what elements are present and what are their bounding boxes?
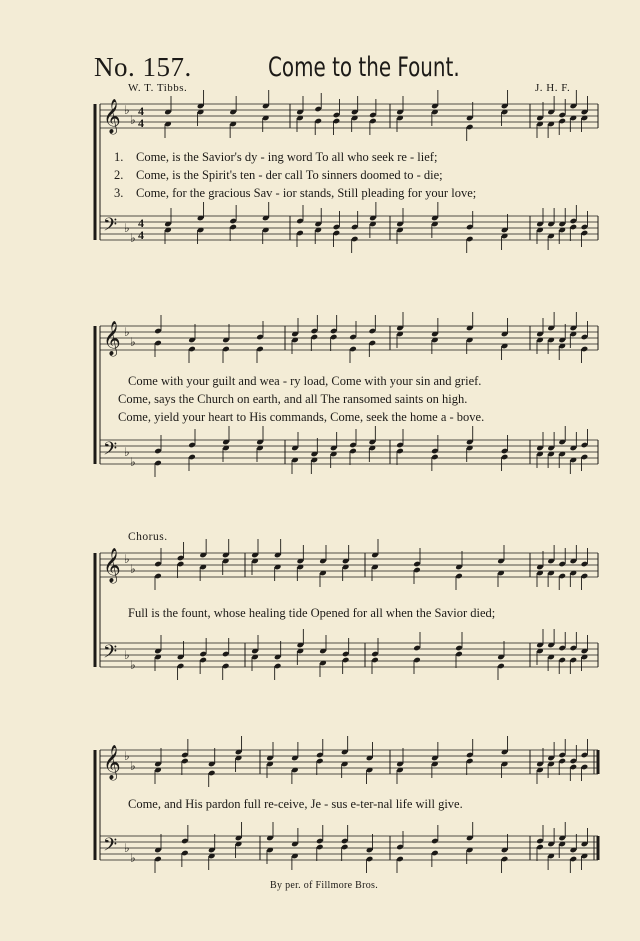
hymn-title: Come to the Fount.: [268, 52, 460, 83]
bass-clef-icon: 𝄢: [103, 215, 118, 240]
flat-icon: ♭: [130, 455, 136, 469]
flat-icon: ♭: [124, 445, 130, 459]
chorus-line-1: Full is the fount, whose healing tide Opened for all when the Savior died;: [128, 606, 496, 620]
verse-2-line-2: Come, says the Church on earth, and all The ransomed saints on high.: [118, 392, 468, 406]
verse-number: 2.: [114, 168, 124, 182]
flat-icon: ♭: [130, 335, 136, 349]
treble-clef-icon: 𝄞: [103, 321, 121, 356]
time-signature: 4: [138, 104, 144, 118]
bass-clef-icon: 𝄢: [103, 642, 118, 667]
flat-icon: ♭: [124, 325, 130, 339]
flat-icon: ♭: [130, 231, 136, 245]
bass-clef-icon: 𝄢: [103, 439, 118, 464]
verse-number: 1.: [114, 150, 124, 164]
flat-icon: ♭: [130, 113, 136, 127]
time-signature: 4: [138, 228, 144, 242]
flat-icon: ♭: [124, 648, 130, 662]
treble-clef-icon: 𝄞: [103, 745, 121, 780]
flat-icon: ♭: [124, 103, 130, 117]
time-signature: 4: [138, 116, 144, 130]
chorus-line-2: Come, and His pardon full re-ceive, Je - sus e-ter-nal life will give.: [128, 797, 463, 811]
flat-icon: ♭: [130, 851, 136, 865]
verse-1-line-1: 1. Come, is the Savior's dy - ing word To all who seek re - lief;: [114, 150, 438, 164]
verse-2-line-1: 2. Come, is the Spirit's ten - der call To sinners doomed to - die;: [114, 168, 443, 182]
verse-number: 3.: [114, 186, 124, 200]
flat-icon: ♭: [124, 749, 130, 763]
time-signature: 4: [138, 216, 144, 230]
treble-clef-icon: 𝄞: [103, 99, 121, 134]
flat-icon: ♭: [124, 552, 130, 566]
flat-icon: ♭: [130, 658, 136, 672]
author-credit: W. T. Tibbs.: [128, 82, 188, 94]
bass-clef-icon: 𝄢: [103, 835, 118, 860]
flat-icon: ♭: [130, 759, 136, 773]
chorus-label: Chorus.: [128, 531, 168, 543]
composer-credit: J. H. F.: [535, 82, 571, 94]
footer-credit: By per. of Fillmore Bros.: [270, 880, 379, 891]
flat-icon: ♭: [124, 221, 130, 235]
verse-1-line-2: Come with your guilt and wea - ry load, Come with your sin and grief.: [128, 374, 482, 388]
treble-clef-icon: 𝄞: [103, 548, 121, 583]
flat-icon: ♭: [130, 562, 136, 576]
hymn-number: No. 157.: [94, 52, 192, 82]
verse-3-line-1: 3. Come, for the gracious Sav - ior stands, Still pleading for your love;: [114, 186, 477, 200]
verse-3-line-2: Come, yield your heart to His commands, Come, seek the home a - bove.: [118, 410, 485, 424]
flat-icon: ♭: [124, 841, 130, 855]
